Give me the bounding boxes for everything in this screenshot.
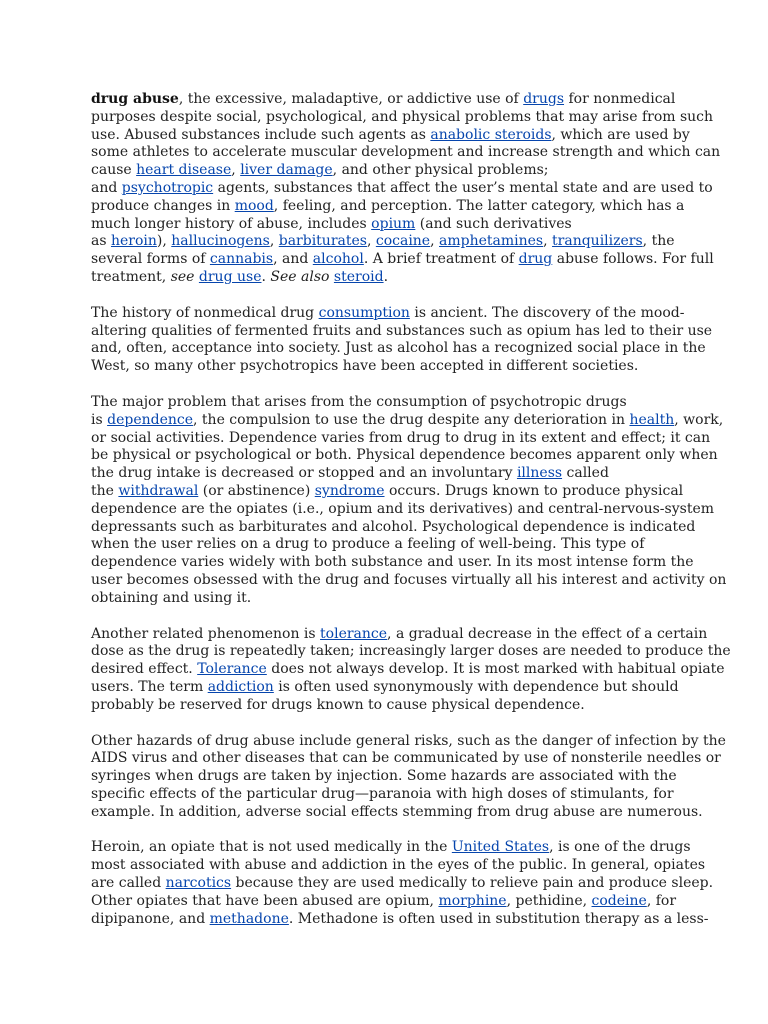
- body-text: be physical or psychological or both. Physical dependence becomes apparent only when: [91, 447, 718, 464]
- article-link[interactable]: tolerance: [320, 625, 388, 642]
- article-link[interactable]: tranquilizers: [552, 233, 643, 250]
- article-link[interactable]: drug: [518, 251, 553, 268]
- article-link[interactable]: liver damage: [240, 162, 333, 179]
- body-text: , pethidine,: [506, 892, 592, 909]
- article-link[interactable]: addiction: [207, 678, 274, 695]
- text-line: [91, 625, 708, 644]
- text-line: [91, 571, 727, 590]
- article-paragraph: [91, 91, 721, 287]
- text-line: [91, 732, 726, 751]
- text-line: [91, 697, 682, 715]
- article-link[interactable]: mood: [234, 197, 274, 214]
- text-line: [91, 518, 696, 537]
- body-text: or social activities. Dependence varies from drug to drug in its extent and effect; it can: [91, 429, 711, 446]
- article-paragraph: [91, 625, 731, 715]
- text-line: [91, 661, 725, 679]
- text-line: [91, 322, 713, 341]
- body-text: the: [91, 482, 119, 499]
- body-text: and, often, acceptance into society. Just as alcohol has a recognized social place in the: [91, 340, 706, 357]
- body-text: produce changes in: [91, 197, 235, 214]
- body-text: use. Abused substances include such agents as: [91, 126, 431, 143]
- body-text: . A brief treatment of: [363, 251, 519, 268]
- body-text: occurs. Drugs known to produce physical: [384, 482, 684, 499]
- article-link[interactable]: United States: [451, 839, 550, 856]
- body-text: Heroin, an opiate that is not used medically in the: [91, 839, 452, 856]
- body-text: purposes despite social, psychological, and physical problems that may arise from such: [91, 108, 714, 125]
- text-line: [91, 197, 685, 216]
- body-text: treatment,: [91, 268, 171, 285]
- text-line: [91, 768, 682, 786]
- text-line: [91, 875, 714, 893]
- body-text: , work,: [674, 411, 724, 428]
- body-text: Another related phenomenon is: [91, 625, 321, 642]
- article-paragraph: [91, 839, 714, 928]
- body-text: (or abstinence): [198, 482, 315, 499]
- body-text: The major problem that arises from the consumption of psychotropic drugs: [91, 393, 627, 410]
- body-text: most associated with abuse and addiction in the eyes of the public. In general, opiates: [91, 857, 706, 874]
- article-link[interactable]: codeine: [591, 892, 647, 909]
- body-text: users. The term: [91, 678, 208, 695]
- article-body: [91, 91, 731, 928]
- body-text: because they are used medically to relieve pain and produce sleep.: [231, 875, 714, 892]
- article-link[interactable]: Tolerance: [197, 661, 267, 678]
- body-text: , and other physical problems;: [332, 162, 549, 179]
- body-text: , the compulsion to use the drug despite any deterioration in: [193, 411, 630, 428]
- body-text: is often used synonymously with dependence but should: [273, 678, 679, 695]
- text-line: [91, 803, 703, 822]
- text-line: [91, 554, 694, 572]
- body-text: , the: [642, 233, 675, 250]
- body-text: . Methadone is often used in substitution therapy as a less-: [288, 910, 709, 927]
- text-line: [91, 857, 706, 875]
- text-line: [91, 536, 682, 554]
- body-text: syringes when drugs are taken by injection. Some hazards are associated with the: [91, 768, 677, 785]
- text-line: [91, 91, 682, 109]
- article-link[interactable]: hallucinogens: [171, 233, 270, 250]
- body-text: , is one of the drugs: [549, 839, 691, 856]
- text-line: [91, 411, 724, 430]
- article-link[interactable]: withdrawal: [118, 482, 199, 499]
- body-text: desired effect.: [91, 661, 198, 678]
- body-text: , which are used by: [551, 126, 690, 143]
- text-line: [91, 269, 682, 287]
- body-text: dependence varies widely with both substance and user. In its most intense form the: [91, 554, 694, 571]
- body-text: called: [562, 465, 609, 482]
- body-text: obtaining and using it.: [91, 589, 252, 606]
- body-text: is: [91, 411, 108, 428]
- article-link[interactable]: heroin: [110, 233, 157, 250]
- body-text: are called: [91, 875, 166, 892]
- article-link[interactable]: anabolic steroids: [430, 126, 552, 143]
- text-line: [91, 590, 682, 608]
- article-link[interactable]: illness: [516, 465, 563, 482]
- italic-text: See also: [270, 268, 330, 285]
- text-line: [91, 429, 711, 448]
- body-text: dose as the drug is repeatedly taken; increasingly larger doses are needed to produce the: [91, 643, 731, 660]
- body-text: , the excessive, maladaptive, or addictive use of: [178, 91, 524, 107]
- text-line: [91, 144, 721, 162]
- body-text: .: [261, 268, 271, 285]
- body-text: (and such derivatives: [415, 215, 572, 232]
- body-text: ,: [430, 233, 440, 250]
- body-text: abuse follows. For full: [552, 251, 714, 268]
- body-text: and: [91, 179, 122, 196]
- body-text: dependence are the opiates (i.e., opium and its derivatives) and central-nervous-system: [91, 500, 714, 517]
- article-link[interactable]: cocaine: [375, 233, 431, 250]
- body-text: some athletes to accelerate muscular development and increase strength and which can: [91, 144, 721, 161]
- body-text: West, so many other psychotropics have been accepted in different societies.: [91, 358, 639, 375]
- text-line: [91, 786, 682, 804]
- body-text: cause: [91, 162, 137, 179]
- body-text: The history of nonmedical drug: [91, 304, 319, 321]
- text-line: [91, 500, 714, 519]
- article-link[interactable]: narcotics: [165, 875, 232, 892]
- article-link[interactable]: consumption: [318, 304, 410, 321]
- text-line: [91, 910, 709, 929]
- article-paragraph: [91, 732, 726, 822]
- text-line: [91, 108, 714, 127]
- text-line: [91, 126, 690, 145]
- text-line: [91, 483, 682, 501]
- body-text: agents, substances that affect the user’s mental state and are used to: [213, 179, 713, 196]
- article-title-term: drug abuse: [91, 91, 179, 107]
- article-paragraph: [91, 393, 727, 608]
- article-link[interactable]: steroid: [333, 268, 384, 285]
- article-link[interactable]: syndrome: [314, 482, 385, 499]
- body-text: probably be reserved for drugs known to cause physical dependence.: [91, 696, 585, 713]
- text-line: [91, 179, 713, 198]
- article-paragraph: [91, 304, 713, 376]
- text-line: [91, 679, 682, 697]
- body-text: altering qualities of fermented fruits and substances such as opium has led to their use: [91, 322, 713, 339]
- body-text: the drug intake is decreased or stopped and an involuntary: [91, 465, 517, 482]
- body-text: Other opiates that have been abused are opium,: [91, 892, 439, 909]
- body-text: ,: [269, 233, 279, 250]
- body-text: user becomes obsessed with the drug and focuses virtually all his interest and activity on: [91, 571, 727, 588]
- body-text: depressants such as barbiturates and alcohol. Psychological dependence is indicated: [91, 518, 696, 535]
- body-text: ),: [156, 233, 172, 250]
- body-text: does not always develop. It is most marked with habitual opiate: [266, 661, 725, 678]
- body-text: ,: [543, 233, 553, 250]
- body-text: .: [383, 268, 389, 285]
- article-link[interactable]: heart disease: [136, 162, 232, 179]
- article-link[interactable]: barbiturates: [278, 233, 367, 250]
- article-link[interactable]: drug use: [198, 268, 262, 285]
- body-text: several forms of: [91, 251, 210, 268]
- text-line: [91, 340, 706, 358]
- text-line: [91, 216, 682, 234]
- article-link[interactable]: health: [629, 411, 675, 428]
- italic-text: see: [170, 268, 195, 285]
- text-line: [91, 233, 682, 251]
- body-text: ,: [231, 162, 241, 179]
- body-text: AIDS virus and other diseases that can be communicated by use of nonsterile needles or: [91, 750, 721, 767]
- body-text: as: [91, 233, 111, 250]
- body-text: dipipanone, and: [91, 910, 210, 927]
- article-link[interactable]: drugs: [523, 91, 565, 107]
- body-text: much longer history of abuse, includes: [91, 215, 372, 232]
- body-text: , feeling, and perception. The latter category, which has a: [273, 197, 685, 214]
- article-link[interactable]: methadone: [209, 910, 289, 927]
- body-text: , and: [273, 251, 313, 268]
- article-link[interactable]: psychotropic: [121, 179, 214, 196]
- article-link[interactable]: alcohol: [312, 251, 364, 268]
- article-link[interactable]: dependence: [107, 411, 194, 428]
- text-line: [91, 304, 685, 323]
- text-line: [91, 358, 682, 376]
- body-text: is ancient. The discovery of the mood-: [409, 304, 685, 321]
- body-text: specific effects of the particular drug—paranoia with high doses of stimulants, for: [91, 785, 674, 802]
- article-link[interactable]: morphine: [438, 892, 507, 909]
- text-line: [91, 465, 682, 483]
- body-text: when the user relies on a drug to produce a feeling of well-being. This type of: [91, 536, 645, 553]
- body-text: ,: [366, 233, 376, 250]
- article-link[interactable]: cannabis: [209, 251, 274, 268]
- text-line: [91, 447, 718, 465]
- text-line: [91, 750, 721, 768]
- text-line: [91, 643, 731, 661]
- body-text: example. In addition, adverse social effects stemming from drug abuse are numerous.: [91, 803, 703, 820]
- article-link[interactable]: opium: [371, 215, 416, 232]
- text-line: [91, 893, 682, 911]
- text-line: [91, 394, 682, 412]
- text-line: [91, 839, 691, 857]
- body-text: for nonmedical: [564, 91, 676, 107]
- body-text: , a gradual decrease in the effect of a certain: [387, 625, 708, 642]
- text-line: [91, 162, 682, 180]
- body-text: Other hazards of drug abuse include general risks, such as the danger of infection by the: [91, 732, 726, 749]
- body-text: , for: [646, 892, 677, 909]
- text-line: [91, 251, 714, 269]
- article-link[interactable]: amphetamines: [439, 233, 544, 250]
